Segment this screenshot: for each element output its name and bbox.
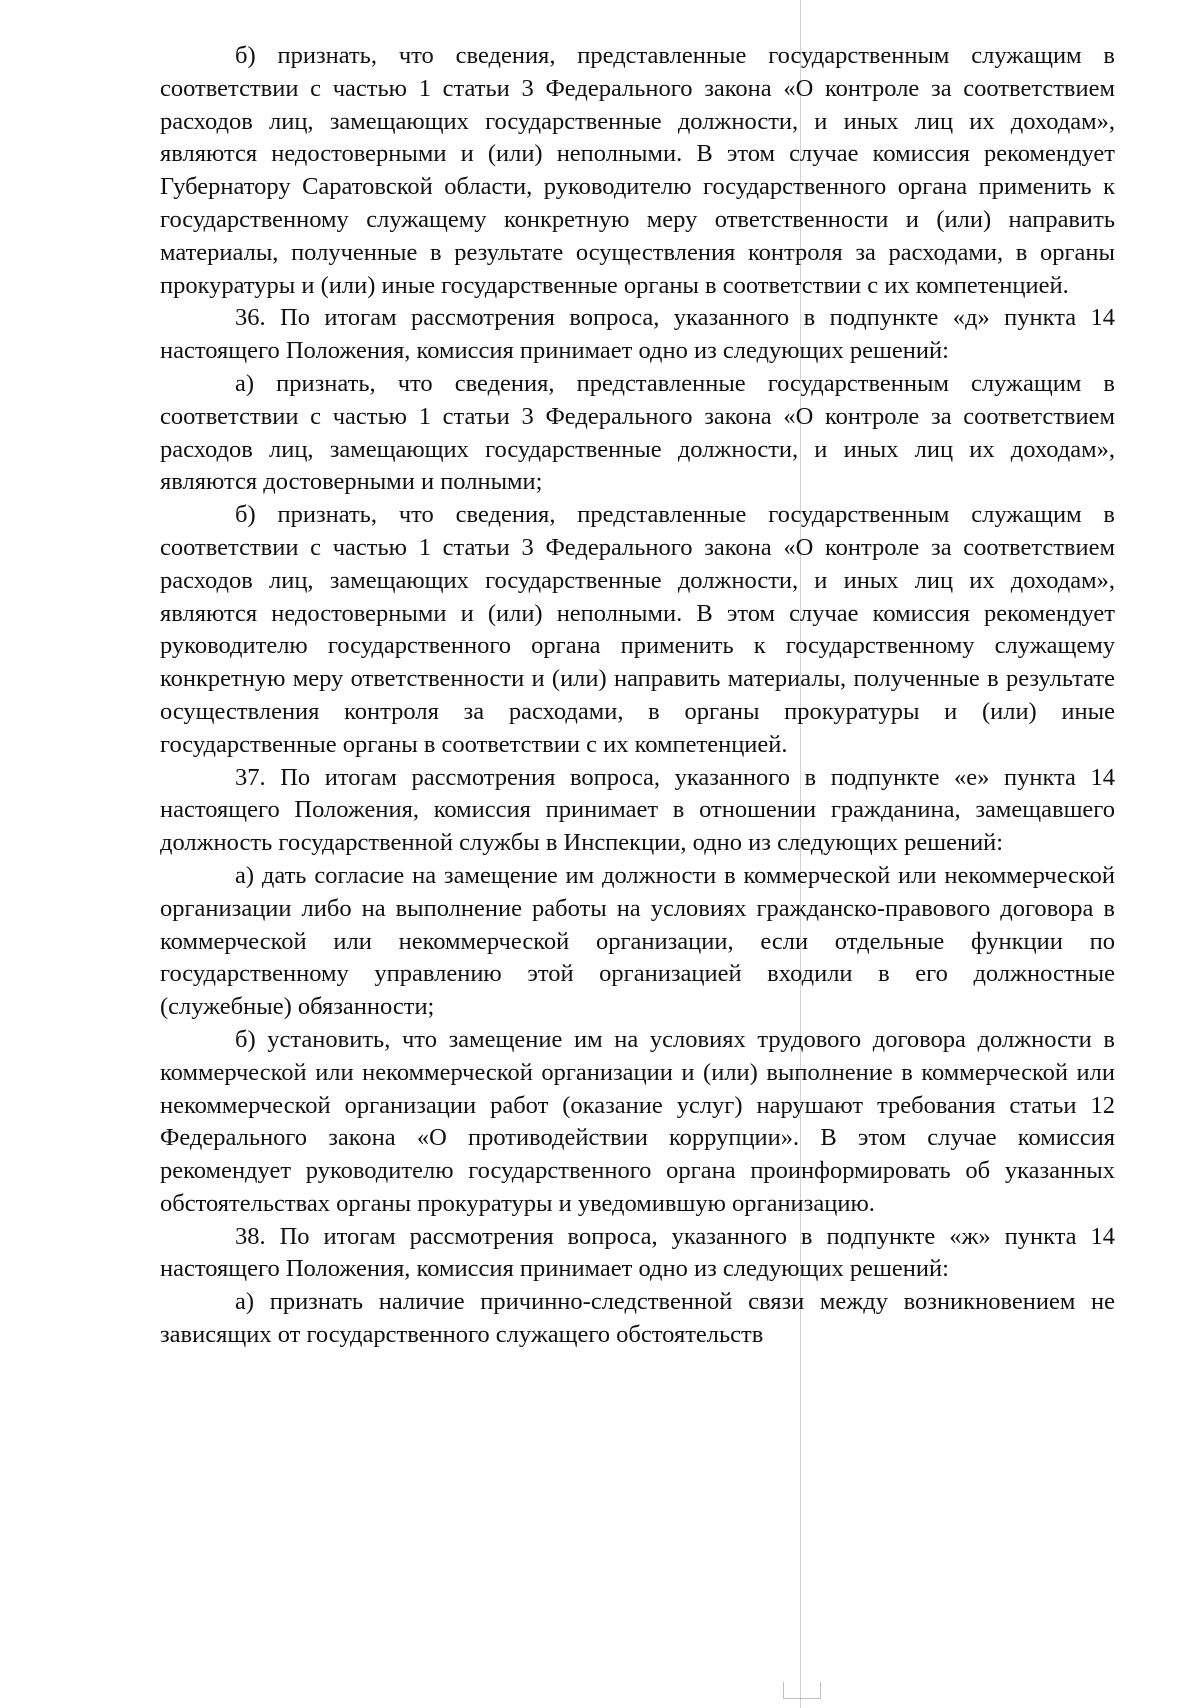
paragraph-36a: а) признать, что сведения, представленные государственным служащим в соответствии с частью 1 статьи 3 Федерального закона «О контроле за соответствием расходов лиц, замещающих государственные должности, и иных лиц их доходам», являются достоверными и полными; [160,369,1115,496]
paragraph-38: 38. По итогам рассмотрения вопроса, указанного в подпункте «ж» пункта 14 настоящего Положения, комиссия принимает одно из следующих решений: [160,1222,1115,1283]
paragraph-37: 37. По итогам рассмотрения вопроса, указанного в подпункте «е» пункта 14 настоящего Положения, комиссия принимает в отношении гражданина, замещавшего должность государственной службы в Инспекции, одно из следующих решений: [160,763,1115,857]
paragraph-36b: б) признать, что сведения, представленные государственным служащим в соответствии с частью 1 статьи 3 Федерального закона «О контроле за соответствием расходов лиц, замещающих государственные должности, и иных лиц их доходам», являются недостоверными и (или) неполными. В этом случае комиссия рекомендует руководителю государственного органа применить к государственному служащему конкретную меру ответственности и (или) направить материалы, полученные в результате осуществления контроля за расходами, в органы прокуратуры и (или) иные государственные органы в соответствии с их компетенцией. [160,501,1115,758]
paragraph-37a: а) дать согласие на замещение им должности в коммерческой или некоммерческой организации либо на выполнение работы на условиях гражданско-правового договора в коммерческой или некоммерческой организации, если отдельные функции по государственному управлению этой организацией входили в его должностные (служебные) обязанности; [160,861,1115,1021]
paragraph-35b: б) признать, что сведения, представленные государственным служащим в соответствии с частью 1 статьи 3 Федерального закона «О контроле за соответствием расходов лиц, замещающих государственные должности, и иных лиц их доходам», являются недостоверными и (или) неполными. В этом случае комиссия рекомендует Губернатору Саратовской области, руководителю государственного органа применить к государственному служащему конкретную меру ответственности и (или) направить материалы, полученные в результате осуществления контроля за расходами, в органы прокуратуры и (или) иные государственные органы в соответствии с их компетенцией. [160,42,1115,299]
document-body [160,40,1115,1352]
paragraph-38a: а) признать наличие причинно-следственной связи между возникновением не зависящих от государственного служащего обстоятельств [160,1288,1115,1349]
paragraph-37b: б) установить, что замещение им на условиях трудового договора должности в коммерческой или некоммерческой организации и (или) выполнение в коммерческой или некоммерческой организации работ (оказание услуг) нарушают требования статьи 12 Федерального закона «О противодействии коррупции». В этом случае комиссия рекомендует руководителю государственного органа проинформировать об указанных обстоятельствах органы прокуратуры и уведомившую организацию. [160,1025,1115,1217]
scan-fold-mark [783,1682,821,1699]
paragraph-36: 36. По итогам рассмотрения вопроса, указанного в подпункте «д» пункта 14 настоящего Положения, комиссия принимает одно из следующих решений: [160,304,1115,365]
